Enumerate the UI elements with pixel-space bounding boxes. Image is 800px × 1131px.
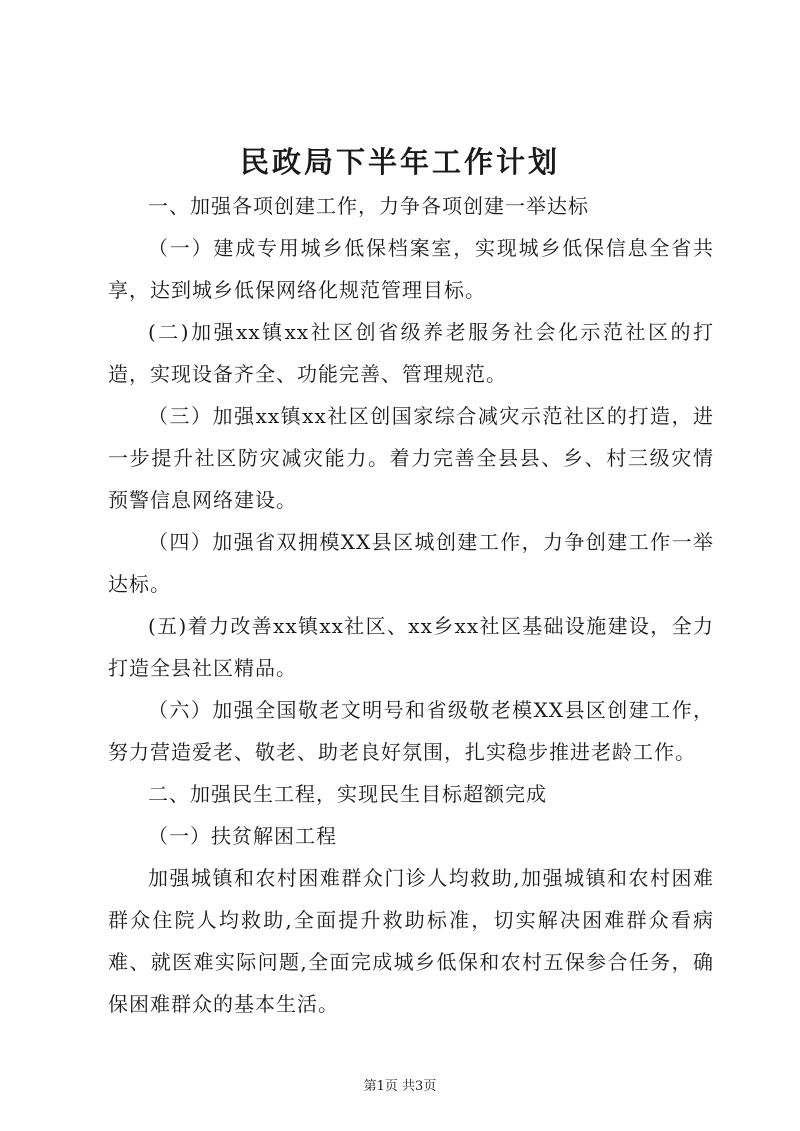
paragraph-item-5: (五)着力改善xx镇xx社区、xx乡xx社区基础设施建设，全力打造全县社区精品。: [108, 614, 714, 680]
page-footer: 第1页 共3页: [363, 1079, 437, 1094]
paragraph-item-4: （四）加强省双拥模XX县区城创建工作，力争创建工作一举达标。: [108, 530, 714, 596]
paragraph-item-3: （三）加强xx镇xx社区创国家综合减灾示范社区的打造，进一步提升社区防灾减灾能力。着力完善全县县、乡、村三级灾情预警信息网络建设。: [108, 404, 714, 512]
document-title: 民政局下半年工作计划: [239, 145, 560, 179]
document-body: [108, 185, 714, 1025]
subsection-heading: （一）扶贫解困工程: [148, 824, 337, 848]
paragraph-item-2: (二)加强xx镇xx社区创省级养老服务社会化示范社区的打造，实现设备齐全、功能完善、管理规范。: [108, 320, 714, 386]
section-heading-1: 一、加强各项创建工作，力争各项创建一举达标: [148, 194, 589, 218]
paragraph-body: 加强城镇和农村困难群众门诊人均救助,加强城镇和农村困难群众住院人均救助,全面提升救助标准，切实解决困难群众看病难、就医难实际问题,全面完成城乡低保和农村五保参合任务，确保困难群众的基本生活。: [108, 866, 714, 1016]
paragraph-item-6: （六）加强全国敬老文明号和省级敬老模XX县区创建工作，努力营造爱老、敬老、助老良好氛围，扎实稳步推进老龄工作。: [108, 698, 714, 764]
section-heading-2: 二、加强民生工程，实现民生目标超额完成: [148, 782, 547, 806]
paragraph-item-1: （一）建成专用城乡低保档案室，实现城乡低保信息全省共享，达到城乡低保网络化规范管理目标。: [108, 236, 714, 302]
